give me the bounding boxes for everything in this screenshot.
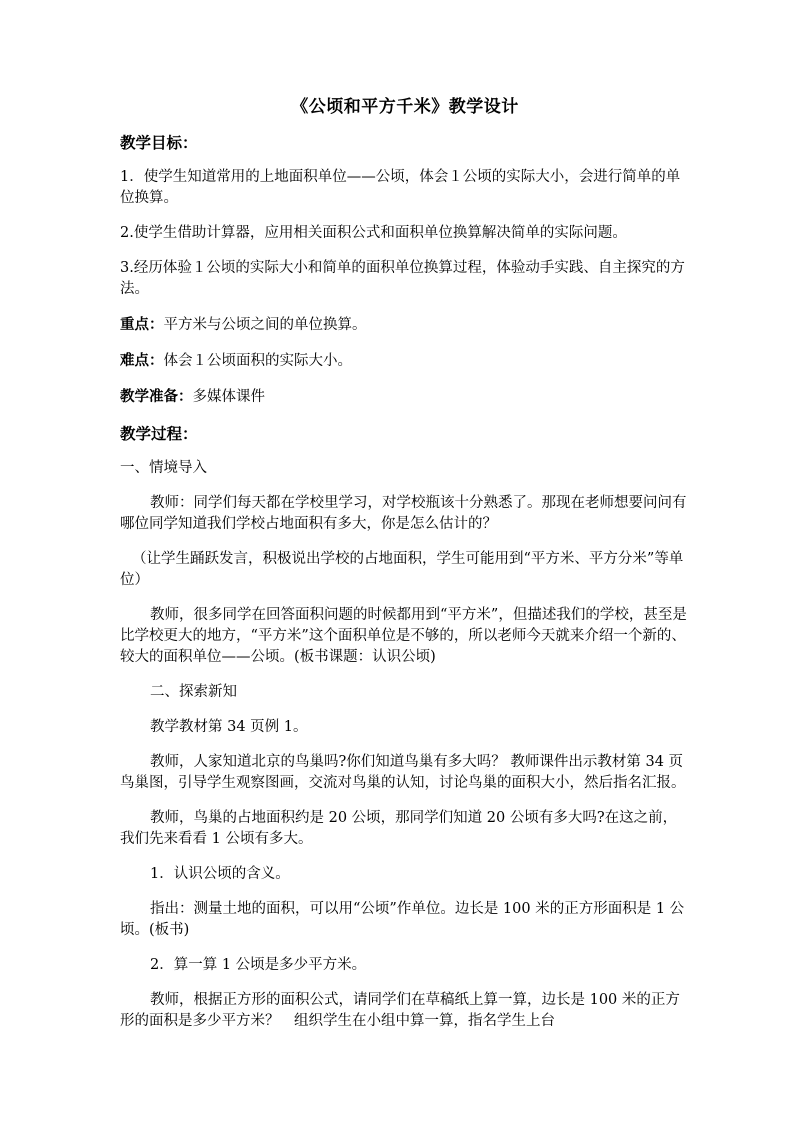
paragraph-example: 教学教材第 34 页例 1。 [150, 719, 308, 735]
goal-item-2: 2.使学生借助计算器，应用相关面积公式和面积单位换算解决简单的实际问题。 [120, 225, 627, 241]
difficulty-text: 体会１公顷面积的实际大小。 [163, 353, 352, 369]
paragraph-hectare-definition: 指出：测量土地的面积，可以用“公顷”作单位。边长是 100 米的正方形面积是 1 公顷。(板书) [120, 901, 685, 938]
process-heading: 教学过程： [120, 424, 198, 443]
preparation-label: 教学准备： [120, 388, 193, 405]
preparation-text: 多媒体课件 [192, 389, 265, 405]
key-point-text: 平方米与公顷之间的单位换算。 [163, 317, 367, 333]
preparation [120, 386, 690, 408]
paragraph-student-response: （让学生踊跃发言，积极说出学校的占地面积，学生可能用到“平方米、平方分米”等单位） [120, 551, 684, 588]
difficulty [120, 350, 690, 372]
goal-item-3: 3.经历体验１公顷的实际大小和简单的面积单位换算过程，体验动手实践、自主探究的方法。 [120, 260, 685, 297]
paragraph-teacher-square-meter: 教师，很多同学在回答面积问题的时候都用到“平方米”，但描述我们的学校，甚至是比学校更大的地方，“平方米”这个面积单位是不够的，所以老师今天就来介绍一个新的、较大的面积单位——公顷。(板书课题：认识公顷) [120, 607, 687, 665]
key-point [120, 314, 690, 336]
key-point-label: 重点： [120, 316, 164, 333]
paragraph-birds-nest: 教师，人家知道北京的鸟巢吗?你们知道鸟巢有多大吗？ 教师课件出示教材第 34 页鸟巢图，引导学生观察图画，交流对鸟巢的认知，讨论鸟巢的面积大小，然后指名汇报。 [120, 754, 686, 791]
document-title: 《公顷和平方千米》教学设计 [291, 97, 519, 117]
difficulty-label: 难点： [120, 352, 164, 369]
paragraph-20-hectares: 教师，鸟巢的占地面积约是 20 公顷，那同学们知道 20 公顷有多大吗?在这之前，我们先来看看 1 公顷有多大。 [120, 810, 678, 847]
paragraph-calculation: 教师，根据正方形的面积公式，请同学们在草稿纸上算一算，边长是 100 米的正方形的面积是多少平方米？ 组织学生在小组中算一算，指名学生上台 [120, 992, 680, 1029]
document-page [120, 92, 690, 1046]
section-intro-heading: 一、情境导入 [120, 460, 207, 476]
goal-item-1: 1．使学生知道常用的上地面积单位——公顷，体会１公顷的实际大小，会进行简单的单位换算。 [120, 169, 681, 206]
paragraph-teacher-intro: 教师：同学们每天都在学校里学习，对学校瓶该十分熟悉了。那现在老师想要问问有哪位同学知道我们学校占地面积有多大，你是怎么估计的？ [120, 495, 687, 532]
step-2-heading: 2．算一算 1 公顷是多少平方米。 [150, 957, 367, 973]
section-explore-heading: 二、探索新知 [150, 684, 237, 700]
step-1-heading: 1．认识公顷的含义。 [150, 866, 290, 882]
goals-heading: 教学目标： [120, 133, 198, 152]
